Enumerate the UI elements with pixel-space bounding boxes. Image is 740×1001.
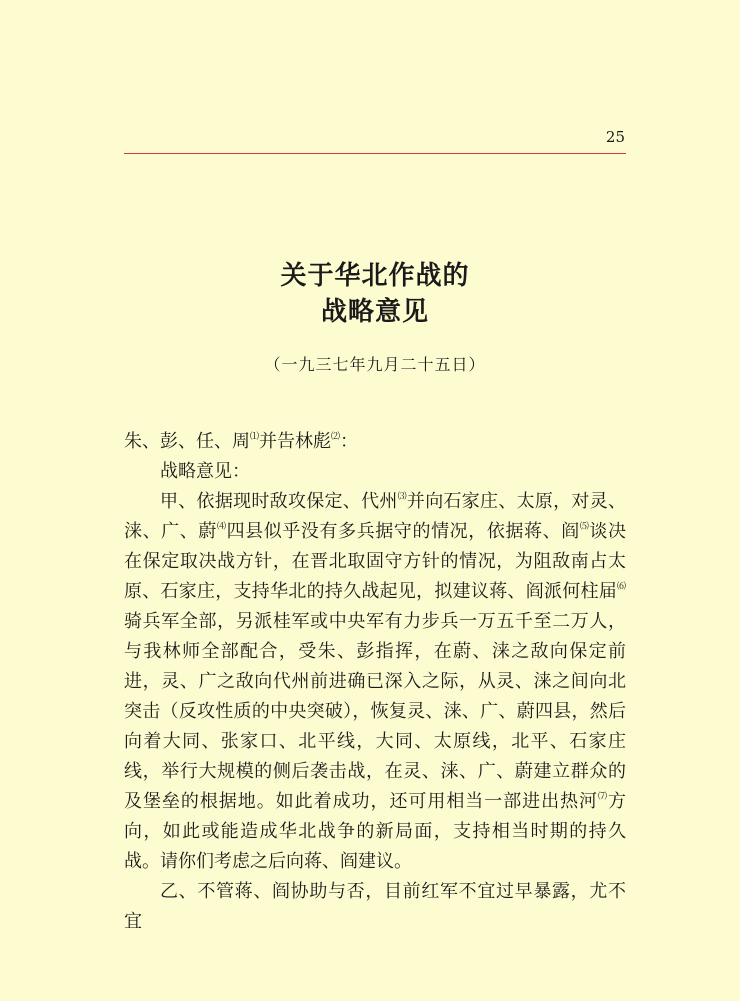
footnote-ref: ⑴ xyxy=(250,432,260,442)
paragraph-1: 甲、依据现时敌攻保定、代州⑶并向石家庄、太原，对灵、涞、广、蔚⑷四县似乎没有多兵据守的情况，依据蒋、阎⑸谈决在保定取决战方针，在晋北取固守方针的情况，为阻敌南占太原、石家庄，支持华北的持久战起见，拟建议蒋、阎派何柱届⑹骑兵军全部，另派桂军或中央军有力步兵一万五千至二万人，与我林师全部配合，受朱、彭指挥，在蔚、涞之敌向保定前进，灵、广之敌向代州前进确已深入之际，从灵、涞之间向北突击（反攻性质的中央突破），恢复灵、涞、广、蔚四县，然后向着大同、张家口、北平线，大同、太原线，北平、石家庄线，举行大规模的侧后袭击战，在灵、涞、广、蔚建立群众的及堡垒的根据地。如此着成功，还可用相当一部进出热河⑺方向，如此或能造成华北战争的新局面，支持相当时期的持久战。请你们考虑之后向蒋、阎建议。 xyxy=(124,491,626,872)
page-number: 25 xyxy=(605,128,625,146)
footnote-ref: ⑹ xyxy=(616,582,626,592)
article-title xyxy=(124,258,626,330)
header-rule xyxy=(124,153,626,154)
salutation: 朱、彭、任、周⑴并告林彪⑵： xyxy=(124,431,359,452)
article-body xyxy=(124,427,626,937)
title-line-1: 关于华北作战的 xyxy=(280,261,470,291)
article-date: （一九三七年九月二十五日） xyxy=(264,355,486,374)
footnote-ref: ⑵ xyxy=(331,432,341,442)
footnote-ref: ⑶ xyxy=(397,492,407,502)
section-heading: 战略意见： xyxy=(160,461,250,482)
title-line-2: 战略意见 xyxy=(320,297,429,327)
footnote-ref: ⑸ xyxy=(579,522,590,532)
footnote-ref: ⑺ xyxy=(598,792,608,802)
footnote-ref: ⑷ xyxy=(216,522,227,532)
paragraph-2: 乙、不管蒋、阎协助与否，目前红军不宜过早暴露，尤不宜 xyxy=(124,881,626,932)
